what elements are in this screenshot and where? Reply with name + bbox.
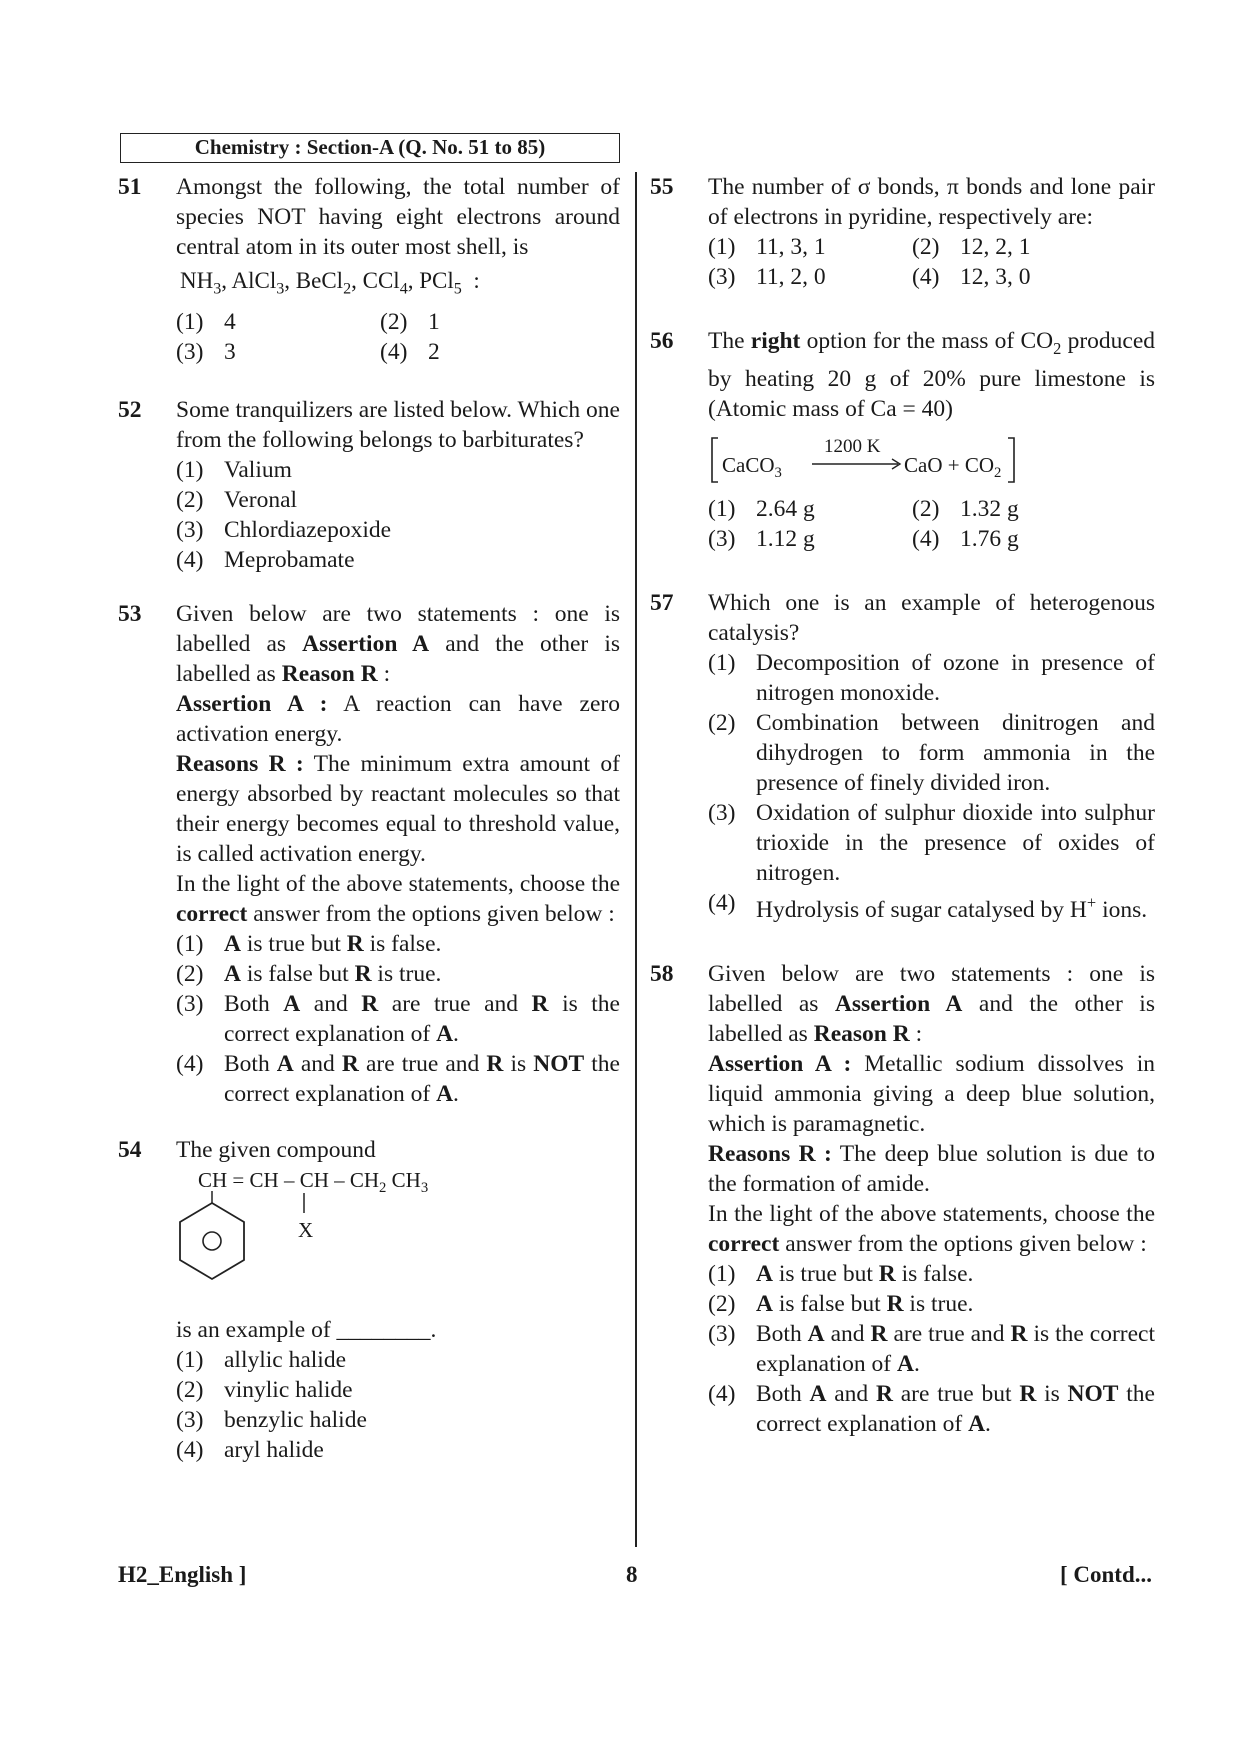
question-intro bbox=[708, 959, 1155, 1049]
reason bbox=[708, 1139, 1155, 1199]
option-1[interactable] bbox=[176, 1345, 620, 1375]
option-4[interactable] bbox=[176, 545, 620, 575]
option-number: (4) bbox=[912, 525, 940, 552]
option-text: benzylic halide bbox=[224, 1406, 367, 1433]
option-number: (2) bbox=[708, 1290, 736, 1317]
right-column bbox=[650, 172, 1155, 1439]
option-number: (4) bbox=[708, 1380, 736, 1407]
text: option for the mass of CO bbox=[800, 328, 1054, 354]
text-bold: A bbox=[436, 1020, 454, 1047]
text: The bbox=[708, 328, 751, 354]
text: is false. bbox=[363, 930, 442, 957]
option-3[interactable] bbox=[708, 262, 912, 292]
option-text: aryl halide bbox=[224, 1436, 324, 1463]
option-number: (1) bbox=[708, 495, 736, 522]
text: : bbox=[377, 660, 391, 687]
species-text: , BeCl bbox=[284, 268, 344, 293]
text-bold: R bbox=[1010, 1320, 1028, 1347]
option-1[interactable] bbox=[708, 648, 1155, 708]
text: Given below are two statements : one is labelled as bbox=[708, 960, 1155, 1017]
question-tail: is an example of ________. bbox=[176, 1316, 437, 1343]
text-bold: R bbox=[361, 990, 379, 1017]
option-text: Combination between dinitrogen and dihydrogen to form ammonia in the presence of finely divided iron. bbox=[756, 709, 1155, 796]
text-bold: R bbox=[531, 990, 549, 1017]
text-bold: A bbox=[807, 1320, 825, 1347]
assertion-label: Assertion A : bbox=[176, 690, 328, 717]
superscript: + bbox=[1086, 892, 1097, 912]
text: . bbox=[453, 1020, 459, 1047]
option-1[interactable] bbox=[176, 307, 380, 337]
option-4[interactable] bbox=[912, 262, 1112, 292]
text-bold: NOT bbox=[533, 1050, 585, 1077]
reason-text: The minimum extra amount of energy absorbed by reactant molecules so that their energy becomes equal to threshold value, is called activation energy. bbox=[176, 750, 620, 867]
section-title: Chemistry : Section-A (Q. No. 51 to 85) bbox=[120, 133, 620, 163]
question-56 bbox=[650, 326, 1155, 554]
options-grid bbox=[708, 494, 1155, 554]
text-bold: A bbox=[283, 990, 301, 1017]
option-text: ions. bbox=[1096, 896, 1148, 923]
question-number: 57 bbox=[650, 589, 674, 616]
option-2[interactable] bbox=[176, 959, 620, 989]
question-number: 52 bbox=[118, 396, 142, 423]
species-text: , CCl bbox=[351, 268, 400, 293]
option-text: Valium bbox=[224, 456, 292, 483]
text-bold: Reason R bbox=[813, 1020, 910, 1047]
option-number: (2) bbox=[176, 486, 204, 513]
option-text: 1 bbox=[428, 308, 440, 335]
option-number: (1) bbox=[708, 649, 736, 676]
text-bold: R bbox=[875, 1380, 893, 1407]
text: In the light of the above statements, choose the bbox=[176, 870, 620, 897]
option-4[interactable] bbox=[176, 1435, 620, 1465]
text-bold: R bbox=[486, 1050, 504, 1077]
option-text: 1.12 g bbox=[756, 525, 815, 552]
text: . bbox=[985, 1410, 991, 1437]
option-2[interactable] bbox=[708, 708, 1155, 798]
text: is the correct explanation of bbox=[224, 990, 620, 1047]
species-list bbox=[176, 266, 620, 305]
text-bold: R bbox=[354, 960, 372, 987]
question-51 bbox=[118, 172, 620, 367]
option-text: 1.76 g bbox=[960, 525, 1019, 552]
text: and bbox=[300, 990, 362, 1017]
text-bold: A bbox=[436, 1080, 454, 1107]
text: answer from the options given below : bbox=[247, 900, 615, 927]
text: and bbox=[824, 1320, 871, 1347]
subscript: 5 bbox=[453, 280, 462, 298]
option-text: Decomposition of ozone in presence of nitrogen monoxide. bbox=[756, 649, 1155, 706]
text-bold: R bbox=[1019, 1380, 1037, 1407]
option-number: (2) bbox=[912, 495, 940, 522]
question-number: 58 bbox=[650, 960, 674, 987]
option-text: 1.32 g bbox=[960, 495, 1019, 522]
question-number: 56 bbox=[650, 328, 674, 354]
question-text bbox=[708, 326, 1155, 424]
text-bold: R bbox=[886, 1290, 904, 1317]
text-bold: A bbox=[224, 930, 241, 957]
option-text: allylic halide bbox=[224, 1346, 347, 1373]
option-text: Hydrolysis of sugar catalysed by H bbox=[756, 896, 1087, 923]
text-bold: R bbox=[878, 1260, 896, 1287]
text-bold: Reason R bbox=[281, 660, 378, 687]
question-53 bbox=[118, 599, 620, 1109]
species-text: , AlCl bbox=[221, 268, 277, 293]
text: CaCO bbox=[722, 452, 775, 477]
question-number: 54 bbox=[118, 1136, 142, 1163]
choose-instruction bbox=[176, 869, 620, 929]
structure-diagram bbox=[176, 1165, 620, 1315]
text-bold: right bbox=[750, 328, 801, 354]
text: and the other is labelled as bbox=[708, 990, 1155, 1047]
text: . bbox=[453, 1080, 459, 1107]
option-2[interactable] bbox=[912, 494, 1112, 524]
subscript: 2 bbox=[343, 280, 352, 298]
text-bold: A bbox=[896, 1350, 914, 1377]
text: is false. bbox=[895, 1260, 974, 1287]
option-text: 3 bbox=[224, 338, 236, 365]
option-number: (4) bbox=[176, 546, 204, 573]
text: are true and bbox=[358, 1050, 487, 1077]
option-text: 12, 2, 1 bbox=[960, 234, 1031, 260]
text: answer from the options given below : bbox=[779, 1230, 1147, 1257]
option-number: (1) bbox=[708, 234, 736, 260]
option-1[interactable] bbox=[708, 232, 912, 262]
text: is false but bbox=[772, 1290, 887, 1317]
option-3[interactable] bbox=[708, 524, 912, 554]
option-number: (1) bbox=[708, 1260, 736, 1287]
text: is bbox=[503, 1050, 534, 1077]
option-1[interactable] bbox=[708, 1259, 1155, 1289]
subscript: 4 bbox=[399, 280, 408, 298]
text-bold: Assertion A bbox=[302, 630, 430, 657]
text: The number of bbox=[708, 174, 858, 200]
text: the correct explanation of bbox=[224, 1050, 620, 1107]
chain-text: CH = CH – CH – CH bbox=[198, 1167, 380, 1192]
text: are true and bbox=[887, 1320, 1011, 1347]
option-text: 11, 2, 0 bbox=[756, 264, 826, 290]
question-52 bbox=[118, 395, 620, 575]
assertion-text: A reaction can have zero activation energy. bbox=[176, 690, 620, 747]
option-text: Meprobamate bbox=[224, 546, 355, 573]
text: is true but bbox=[240, 930, 347, 957]
option-text: Veronal bbox=[224, 486, 298, 513]
assertion-text: Metallic sodium dissolves in liquid ammonia giving a deep blue solution, which is paramagnetic. bbox=[708, 1050, 1155, 1137]
text: Both bbox=[224, 990, 284, 1017]
text: is true. bbox=[903, 1290, 974, 1317]
option-2[interactable] bbox=[176, 485, 620, 515]
option-number: (2) bbox=[912, 234, 940, 260]
text-bold: correct bbox=[176, 900, 248, 927]
text-bold: A bbox=[276, 1050, 294, 1077]
option-number: (4) bbox=[708, 889, 736, 916]
subscript: 3 bbox=[420, 1179, 429, 1196]
option-1[interactable] bbox=[176, 929, 620, 959]
assertion bbox=[176, 689, 620, 749]
option-text: Oxidation of sulphur dioxide into sulphur trioxide in the presence of oxides of nitrogen. bbox=[756, 799, 1155, 886]
reason-text: The deep blue solution is due to the formation of amide. bbox=[708, 1140, 1155, 1197]
option-number: (2) bbox=[380, 308, 408, 335]
option-3[interactable] bbox=[176, 989, 620, 1049]
option-number: (3) bbox=[708, 525, 736, 552]
option-number: (1) bbox=[176, 456, 204, 483]
footer-page-number: 8 bbox=[626, 1562, 638, 1587]
text: . bbox=[913, 1350, 920, 1377]
substituent-x: X bbox=[298, 1217, 314, 1242]
option-2[interactable] bbox=[912, 232, 1112, 262]
option-2[interactable] bbox=[708, 1289, 1155, 1319]
reaction-condition: 1200 K bbox=[824, 435, 881, 457]
question-57 bbox=[650, 588, 1155, 925]
option-number: (4) bbox=[380, 338, 408, 365]
text: the correct explanation of bbox=[756, 1380, 1155, 1437]
footer-contd: [ Contd... bbox=[1059, 1562, 1152, 1587]
option-number: (4) bbox=[176, 1436, 204, 1463]
option-4[interactable] bbox=[708, 1379, 1155, 1439]
option-3[interactable] bbox=[176, 515, 620, 545]
text-bold: A bbox=[968, 1410, 986, 1437]
option-number: (3) bbox=[176, 990, 204, 1017]
subscript: 3 bbox=[774, 464, 782, 481]
option-4[interactable] bbox=[912, 524, 1112, 554]
text: bonds and lone pair of electrons in pyridine, respectively are: bbox=[708, 174, 1155, 230]
subscript: 2 bbox=[379, 1179, 387, 1196]
option-number: (4) bbox=[176, 1050, 204, 1077]
assertion bbox=[708, 1049, 1155, 1139]
text: produced by heating 20 g of 20% pure limestone is (Atomic mass of Ca = 40) bbox=[708, 328, 1156, 422]
column-divider bbox=[635, 172, 637, 1547]
text: are true and bbox=[378, 990, 532, 1017]
text: are true but bbox=[892, 1380, 1020, 1407]
option-1[interactable] bbox=[176, 455, 620, 485]
option-3[interactable] bbox=[708, 1319, 1155, 1379]
species-text: : bbox=[461, 268, 480, 293]
text-bold: NOT bbox=[1067, 1380, 1119, 1407]
option-text: Chlordiazepoxide bbox=[224, 516, 392, 543]
question-number: 55 bbox=[650, 174, 674, 200]
species-text: NH bbox=[180, 268, 214, 293]
text-bold: R bbox=[341, 1050, 359, 1077]
reaction-equation bbox=[708, 432, 1155, 488]
sigma-symbol: σ bbox=[857, 174, 871, 200]
question-58 bbox=[650, 959, 1155, 1439]
text-bold: A bbox=[756, 1290, 773, 1317]
question-text bbox=[708, 172, 1155, 232]
option-3[interactable] bbox=[176, 1405, 620, 1435]
text: bonds, bbox=[870, 174, 947, 200]
option-1[interactable] bbox=[708, 494, 912, 524]
option-number: (1) bbox=[176, 930, 204, 957]
text: is false but bbox=[240, 960, 355, 987]
option-text: 2 bbox=[428, 338, 440, 365]
option-text: 2.64 g bbox=[756, 495, 815, 522]
option-number: (3) bbox=[708, 799, 736, 826]
option-number: (3) bbox=[176, 338, 204, 365]
text: Both bbox=[224, 1050, 277, 1077]
text-bold: A bbox=[756, 1260, 773, 1287]
question-intro bbox=[176, 599, 620, 689]
text: Given below are two statements : one is labelled as bbox=[176, 600, 620, 657]
text: is bbox=[1036, 1380, 1068, 1407]
option-number: (3) bbox=[708, 264, 736, 290]
question-text: The given compound bbox=[176, 1136, 376, 1163]
text: and bbox=[293, 1050, 342, 1077]
text: In the light of the above statements, choose the bbox=[708, 1200, 1155, 1227]
option-text: vinylic halide bbox=[224, 1376, 353, 1403]
text-bold: correct bbox=[708, 1230, 780, 1257]
option-number: (3) bbox=[176, 1406, 204, 1433]
text: is true. bbox=[371, 960, 442, 987]
option-number: (3) bbox=[708, 1320, 736, 1347]
question-number: 53 bbox=[118, 600, 142, 627]
option-text: 12, 3, 0 bbox=[960, 264, 1031, 290]
text: is true but bbox=[772, 1260, 879, 1287]
subscript: 2 bbox=[994, 464, 1002, 481]
options-grid bbox=[708, 232, 1155, 292]
option-text: 11, 3, 1 bbox=[756, 234, 826, 260]
footer-paper-code: H2_English ] bbox=[118, 1562, 247, 1587]
option-number: (1) bbox=[176, 1346, 204, 1373]
option-number: (2) bbox=[176, 1376, 204, 1403]
option-3[interactable] bbox=[708, 798, 1155, 888]
option-text: 4 bbox=[224, 308, 236, 335]
chain-text: CH bbox=[386, 1167, 421, 1192]
option-4[interactable] bbox=[380, 337, 580, 367]
text: : bbox=[909, 1020, 923, 1047]
text-bold: Assertion A bbox=[834, 990, 963, 1017]
benzene-ring-icon bbox=[176, 1191, 476, 1315]
text-bold: R bbox=[870, 1320, 888, 1347]
question-text: Amongst the following, the total number of species NOT having eight electrons around central atom in its outer most shell, is bbox=[176, 174, 620, 260]
option-number: (2) bbox=[708, 709, 736, 736]
question-55 bbox=[650, 172, 1155, 292]
text: Both bbox=[756, 1380, 810, 1407]
pi-symbol: π bbox=[946, 174, 959, 200]
question-number: 51 bbox=[118, 174, 142, 200]
option-2[interactable] bbox=[176, 1375, 620, 1405]
text-bold: A bbox=[224, 960, 241, 987]
text: is the correct explanation of bbox=[756, 1320, 1155, 1377]
option-number: (2) bbox=[176, 960, 204, 987]
subscript: 2 bbox=[1053, 338, 1062, 358]
option-3[interactable] bbox=[176, 337, 380, 367]
text-bold: A bbox=[809, 1380, 827, 1407]
text: Both bbox=[756, 1320, 808, 1347]
text: and bbox=[826, 1380, 876, 1407]
species-text: , PCl bbox=[407, 268, 454, 293]
option-number: (1) bbox=[176, 308, 204, 335]
option-number: (4) bbox=[912, 264, 940, 290]
option-4[interactable] bbox=[708, 888, 1155, 925]
options-grid bbox=[176, 307, 620, 367]
reactant bbox=[722, 450, 782, 488]
subscript: 3 bbox=[213, 280, 222, 298]
reason-label: Reasons R : bbox=[708, 1140, 832, 1167]
question-54 bbox=[118, 1135, 620, 1465]
reason-label: Reasons R : bbox=[176, 750, 304, 777]
assertion-label: Assertion A : bbox=[708, 1050, 852, 1077]
option-4[interactable] bbox=[176, 1049, 620, 1109]
products bbox=[904, 450, 1001, 488]
text-bold: R bbox=[346, 930, 364, 957]
left-column bbox=[118, 172, 620, 1465]
subscript: 3 bbox=[276, 280, 285, 298]
question-text: Which one is an example of heterogenous catalysis? bbox=[708, 589, 1155, 646]
text: and the other is labelled as bbox=[176, 630, 620, 687]
question-text: Some tranquilizers are listed below. Which one from the following belongs to barbiturates? bbox=[176, 396, 620, 453]
option-2[interactable] bbox=[380, 307, 580, 337]
reason bbox=[176, 749, 620, 869]
option-number: (3) bbox=[176, 516, 204, 543]
text: CaO + CO bbox=[904, 452, 995, 477]
choose-instruction bbox=[708, 1199, 1155, 1259]
